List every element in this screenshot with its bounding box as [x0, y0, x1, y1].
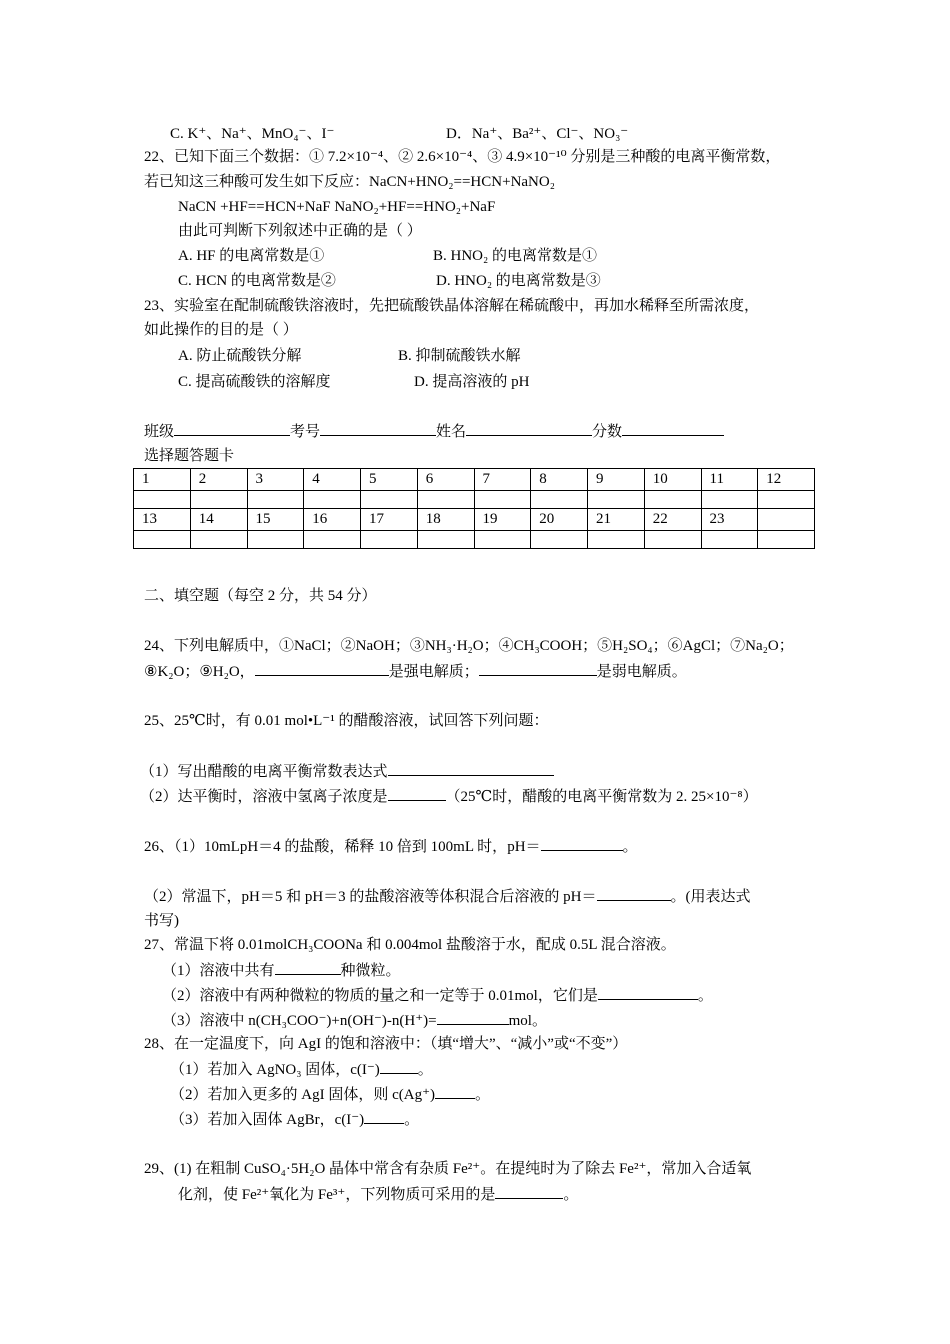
- q25-stem: 25、25℃时，有 0.01 mol•L⁻¹ 的醋酸溶液，试回答下列问题：: [144, 713, 549, 729]
- question-number-cell: 11: [701, 469, 758, 491]
- q22-stem-line2: 若已知这三种酸可发生如下反应：NaCN+HNO₂==HCN+NaNO₂: [144, 174, 555, 190]
- q27-text: mol。: [508, 1013, 547, 1029]
- q27-text: （1）溶液中共有: [162, 963, 275, 979]
- q22-option-b: B. HNO₂ 的电离常数是①: [433, 248, 597, 264]
- answer-cell[interactable]: [644, 531, 701, 549]
- student-info-line: [144, 421, 724, 442]
- q22-stem-line1: 22、已知下面三个数据：① 7.2×10⁻⁴、② 2.6×10⁻⁴、③ 4.9×10⁻¹⁰ 分别是三种酸的电离平衡常数，: [144, 149, 781, 165]
- q22-option-c: C. HCN 的电离常数是②: [178, 273, 336, 289]
- q28-text: （1）若加入 AgNO₃ 固体，c(I⁻): [170, 1062, 380, 1078]
- q26-text: （2）常温下，pH＝5 和 pH＝3 的盐酸溶液等体积混合后溶液的 pH＝: [144, 889, 597, 905]
- q25-blank-1[interactable]: [388, 761, 554, 776]
- answer-cell[interactable]: [758, 491, 815, 509]
- q28-text: 。: [404, 1112, 420, 1128]
- exam-no-field[interactable]: [320, 421, 436, 436]
- q27-text: 。: [697, 988, 713, 1004]
- answer-cell[interactable]: [474, 531, 531, 549]
- answer-cell[interactable]: [758, 531, 815, 549]
- question-number-cell: 13: [134, 509, 191, 531]
- question-number-cell: 3: [247, 469, 304, 491]
- q25-part1: [140, 761, 554, 782]
- answer-card-answer-row: [134, 531, 815, 549]
- question-number-cell: 17: [361, 509, 418, 531]
- question-number-cell: 22: [644, 509, 701, 531]
- q24-text: 是弱电解质。: [596, 664, 687, 680]
- question-number-cell: 7: [474, 469, 531, 491]
- q24-blank-weak[interactable]: [479, 661, 597, 676]
- answer-cell[interactable]: [304, 491, 361, 509]
- question-number-cell: 2: [190, 469, 247, 491]
- q22-stem-line3: NaCN +HF==HCN+NaF NaNO₂+HF==HNO₂+NaF: [178, 199, 496, 215]
- q26-blank-1[interactable]: [541, 836, 623, 851]
- question-number-cell: 23: [701, 509, 758, 531]
- q21-option-d: D．Na⁺、Ba²⁺、Cl⁻、NO₃⁻: [446, 126, 629, 142]
- answer-cell[interactable]: [134, 531, 191, 549]
- q25-blank-2[interactable]: [388, 786, 446, 801]
- q29-stem-line2: [178, 1184, 578, 1205]
- exam-no-label: 考号: [290, 424, 321, 440]
- q27-blank-2[interactable]: [598, 985, 698, 1000]
- answer-cell[interactable]: [134, 491, 191, 509]
- answer-card-answer-row: [134, 491, 815, 509]
- q29-stem-line1: 29、(1) 在粗制 CuSO₄·5H₂O 晶体中常含有杂质 Fe²⁺。在提纯时为了除去 Fe²⁺，常加入合适氧: [144, 1161, 752, 1177]
- q27-text: （2）溶液中有两种微粒的物质的量之和一定等于 0.01mol，它们是: [162, 988, 598, 1004]
- q27-stem: 27、常温下将 0.01molCH₃COONa 和 0.004mol 盐酸溶于水，配成 0.5L 混合溶液。: [144, 937, 676, 953]
- q22-option-a: A. HF 的电离常数是①: [178, 248, 325, 264]
- answer-card-number-row: [134, 509, 815, 531]
- question-number-cell: 9: [588, 469, 645, 491]
- q27-part1: [162, 960, 401, 981]
- answer-cell[interactable]: [304, 531, 361, 549]
- section-2-title: 二、填空题（每空 2 分，共 54 分）: [144, 588, 377, 604]
- q26-text: 。: [622, 839, 638, 855]
- q27-blank-3[interactable]: [437, 1010, 509, 1025]
- q24-blank-strong[interactable]: [255, 661, 389, 676]
- q28-text: （3）若加入固体 AgBr，c(I⁻): [170, 1112, 365, 1128]
- q28-stem: 28、在一定温度下，向 AgI 的饱和溶液中：（填“增大”、“减小”或“不变”）: [144, 1036, 628, 1052]
- score-field[interactable]: [622, 421, 724, 436]
- q26-text: 。(用表达式: [670, 889, 751, 905]
- q28-blank-3[interactable]: [364, 1109, 404, 1124]
- answer-card-number-row: [134, 469, 815, 491]
- question-number-cell: 15: [247, 509, 304, 531]
- answer-cell[interactable]: [190, 531, 247, 549]
- answer-card-title: 选择题答题卡: [144, 448, 235, 464]
- q23-option-a: A. 防止硫酸铁分解: [178, 348, 302, 364]
- q28-part1: [170, 1059, 433, 1080]
- q24-stem-line1: 24、下列电解质中，①NaCl；②NaOH；③NH₃·H₂O；④CH₃COOH；⑤H₂SO₄；⑥AgCl；⑦Na₂O；: [144, 638, 794, 654]
- q22-stem-line4: 由此可判断下列叙述中正确的是（ ）: [178, 223, 422, 239]
- q26-part2-cont: 书写): [144, 913, 179, 929]
- answer-cell[interactable]: [588, 531, 645, 549]
- answer-cell[interactable]: [531, 531, 588, 549]
- q28-text: 。: [417, 1062, 433, 1078]
- q23-option-d: D. 提高溶液的 pH: [414, 374, 530, 390]
- q28-part3: [170, 1109, 419, 1130]
- question-number-cell: 6: [417, 469, 474, 491]
- answer-cell[interactable]: [361, 491, 418, 509]
- q21-option-c: C. K⁺、Na⁺、MnO₄⁻、I⁻: [170, 126, 335, 142]
- question-number-cell: 18: [417, 509, 474, 531]
- q27-text: 种微粒。: [340, 963, 401, 979]
- answer-cell[interactable]: [361, 531, 418, 549]
- q24-text: 是强电解质；: [388, 664, 479, 680]
- answer-card-table: [133, 468, 815, 549]
- question-number-cell: 8: [531, 469, 588, 491]
- question-number-cell: 5: [361, 469, 418, 491]
- q25-text: （1）写出醋酸的电离平衡常数表达式: [140, 764, 388, 780]
- q24-text: ⑧K₂O；⑨H₂O，: [144, 664, 255, 680]
- answer-cell[interactable]: [190, 491, 247, 509]
- q29-blank-1[interactable]: [495, 1184, 563, 1199]
- q28-part2: [170, 1084, 490, 1105]
- q28-text: （2）若加入更多的 AgI 固体，则 c(Ag⁺): [170, 1087, 435, 1103]
- q23-stem-line2: 如此操作的目的是（ ）: [144, 322, 298, 338]
- q26-part2: [144, 886, 751, 907]
- question-number-cell: 12: [758, 469, 815, 491]
- question-number-cell: 10: [644, 469, 701, 491]
- q26-part1: [144, 836, 638, 857]
- q27-blank-1[interactable]: [275, 960, 341, 975]
- q25-part2: [140, 786, 758, 807]
- answer-cell[interactable]: [474, 491, 531, 509]
- answer-cell[interactable]: [417, 491, 474, 509]
- answer-cell[interactable]: [644, 491, 701, 509]
- q22-option-d: D. HNO₂ 的电离常数是③: [436, 273, 601, 289]
- answer-cell[interactable]: [701, 531, 758, 549]
- question-number-cell: 16: [304, 509, 361, 531]
- answer-cell[interactable]: [588, 491, 645, 509]
- q26-blank-2[interactable]: [597, 886, 671, 901]
- answer-cell[interactable]: [247, 531, 304, 549]
- question-number-cell: 14: [190, 509, 247, 531]
- class-field[interactable]: [174, 421, 290, 436]
- q28-blank-2[interactable]: [435, 1084, 475, 1099]
- q23-stem-line1: 23、实验室在配制硫酸铁溶液时，先把硫酸铁晶体溶解在稀硫酸中，再加水稀释至所需浓度，: [144, 298, 760, 314]
- answer-cell[interactable]: [531, 491, 588, 509]
- q27-part3: [162, 1010, 547, 1031]
- class-label: 班级: [144, 424, 175, 440]
- name-field[interactable]: [466, 421, 592, 436]
- name-label: 姓名: [436, 424, 467, 440]
- score-label: 分数: [592, 424, 623, 440]
- question-number-cell: 4: [304, 469, 361, 491]
- question-number-cell: 1: [134, 469, 191, 491]
- question-number-cell: [758, 509, 815, 531]
- q25-text: （2）达平衡时，溶液中氢离子浓度是: [140, 789, 388, 805]
- answer-cell[interactable]: [247, 491, 304, 509]
- q23-option-c: C. 提高硫酸铁的溶解度: [178, 374, 331, 390]
- question-number-cell: 21: [588, 509, 645, 531]
- q23-option-b: B. 抑制硫酸铁水解: [398, 348, 521, 364]
- q28-text: 。: [474, 1087, 490, 1103]
- answer-cell[interactable]: [701, 491, 758, 509]
- q25-text: （25℃时，醋酸的电离平衡常数为 2. 25×10⁻⁸）: [445, 789, 758, 805]
- q27-text: （3）溶液中 n(CH₃COO⁻)+n(OH⁻)-n(H⁺)=: [162, 1013, 437, 1029]
- question-number-cell: 20: [531, 509, 588, 531]
- question-number-cell: 19: [474, 509, 531, 531]
- q29-text: 化剂，使 Fe²⁺氧化为 Fe³⁺，下列物质可采用的是: [178, 1187, 496, 1203]
- answer-cell[interactable]: [417, 531, 474, 549]
- q24-stem-line2: [144, 661, 687, 682]
- q26-text: 26、（1）10mLpH＝4 的盐酸，稀释 10 倍到 100mL 时，pH＝: [144, 839, 541, 855]
- q29-text: 。: [563, 1187, 579, 1203]
- q28-blank-1[interactable]: [380, 1059, 418, 1074]
- q27-part2: [162, 985, 713, 1006]
